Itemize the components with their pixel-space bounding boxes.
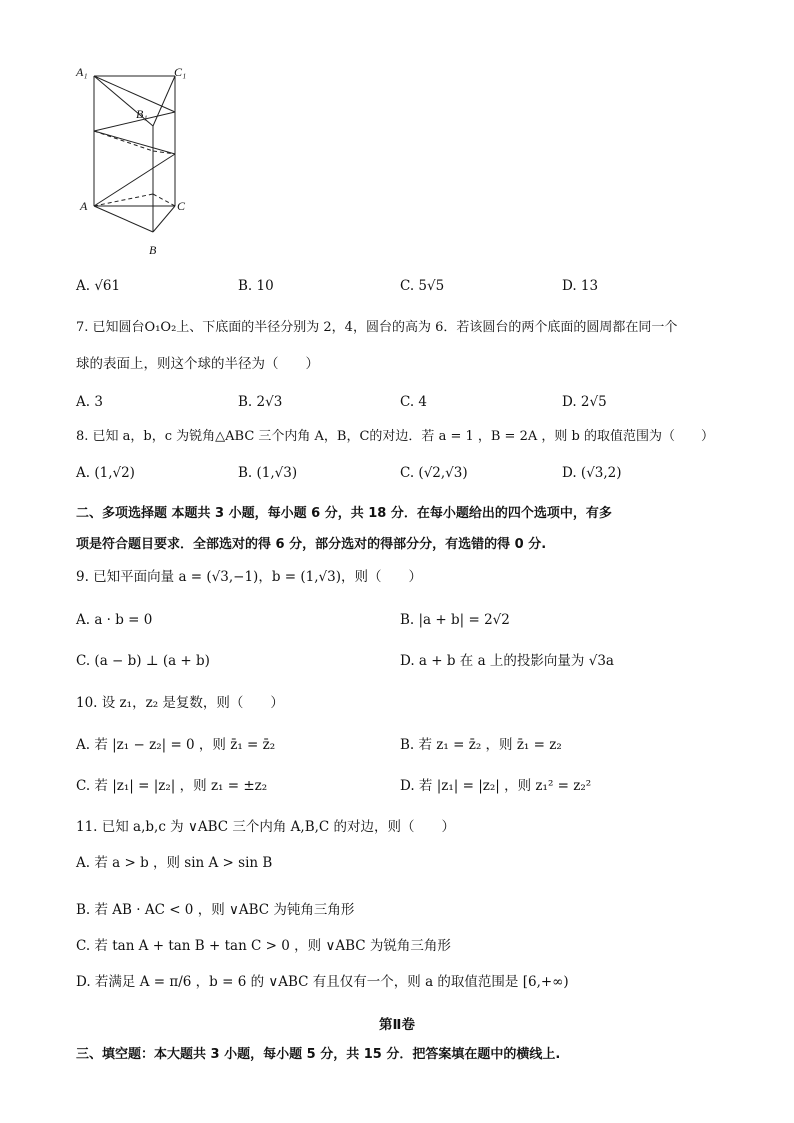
label-C1: C₁ — [174, 65, 187, 79]
q7-option-c: C. 4 — [400, 394, 428, 410]
path-segment-3 — [94, 131, 175, 154]
q10-option-c: C. 若 |z₁| = |z₂| ，则 z₁ = ±z₂ — [76, 778, 268, 794]
q7-stem-line1: 7. 已知圆台O₁O₂上、下底面的半径分别为 2，4，圆台的高为 6．若该圆台的两个底面的圆周都在同一个 — [76, 320, 678, 335]
section2-heading-line1: 二、多项选择题 本题共 3 小题，每小题 6 分，共 18 分．在每小题给出的四个选项中，有多 — [76, 506, 612, 521]
q9-option-b: B. |a + b| = 2√2 — [400, 612, 510, 628]
label-C: C — [177, 199, 186, 213]
q9-option-d: D. a + b 在 a 上的投影向量为 √3a — [400, 653, 614, 669]
q6-option-c: C. 5√5 — [400, 278, 445, 294]
q10-option-b: B. 若 z₁ = z̄₂ ，则 z̄₁ = z₂ — [400, 737, 562, 753]
edge-AB — [94, 206, 153, 232]
hidden-path-1 — [94, 131, 153, 151]
q11-option-d: D. 若满足 A = π/6 ，b = 6 的 ∨ABC 有且仅有一个，则 a 的取值范围是 [6,+∞) — [76, 974, 569, 990]
path-segment-2 — [94, 112, 175, 131]
q6-option-d: D. 13 — [562, 278, 599, 294]
label-A: A — [80, 199, 88, 213]
q8-option-c: C. (√2,√3) — [400, 465, 468, 481]
q9-option-a: A. a · b = 0 — [76, 612, 153, 628]
label-B1: B₁ — [136, 107, 148, 121]
q7-stem-line2: 球的表面上，则这个球的半径为（ ） — [76, 356, 319, 372]
label-A1: A₁ — [76, 65, 88, 79]
q11-option-a: A. 若 a > b ，则 sin A > sin B — [76, 855, 273, 871]
q9-stem: 9. 已知平面向量 a = (√3,−1)，b = (1,√3)，则（ ） — [76, 569, 422, 585]
q6-option-a: A. √61 — [76, 278, 121, 294]
path-segment-4 — [94, 154, 175, 206]
q7-option-a: A. 3 — [76, 394, 103, 410]
q8-option-a: A. (1,√2) — [76, 465, 135, 481]
path-segment-1 — [94, 76, 175, 112]
q11-option-c: C. 若 tan A + tan B + tan C > 0 ，则 ∨ABC 为锐角三角形 — [76, 938, 451, 954]
q8-option-b: B. (1,√3) — [238, 465, 298, 481]
label-B: B — [149, 243, 157, 257]
edge-BC — [153, 206, 175, 232]
section3-heading: 三、填空题：本大题共 3 小题，每小题 5 分，共 15 分．把答案填在题中的横线上. — [76, 1047, 561, 1062]
q7-option-d: D. 2√5 — [562, 394, 607, 410]
q10-option-a: A. 若 |z₁ − z₂| = 0 ，则 z̄₁ = z̄₂ — [76, 737, 276, 753]
edge-B1C1 — [153, 76, 175, 126]
q10-stem: 10. 设 z₁，z₂ 是复数，则（ ） — [76, 695, 284, 711]
q8-option-d: D. (√3,2) — [562, 465, 622, 481]
q11-stem: 11. 已知 a,b,c 为 ∨ABC 三个内角 A,B,C 的对边，则（ ） — [76, 819, 456, 835]
prism-figure — [70, 58, 210, 268]
q9-option-c: C. (a − b) ⊥ (a + b) — [76, 653, 210, 669]
q6-option-b: B. 10 — [238, 278, 274, 294]
hidden-path-4 — [153, 194, 175, 206]
section2-heading-line2: 项是符合题目要求．全部选对的得 6 分，部分选对的得部分分，有选错的得 0 分. — [76, 537, 547, 552]
q7-option-b: B. 2√3 — [238, 394, 283, 410]
q10-option-d: D. 若 |z₁| = |z₂| ，则 z₁² = z₂² — [400, 778, 592, 794]
volume-title: 第Ⅱ卷 — [379, 1017, 415, 1033]
q8-stem: 8. 已知 a，b，c 为锐角△ABC 三个内角 A，B，C的对边．若 a = 1 ，B = 2A ，则 b 的取值范围为（ ） — [76, 429, 714, 444]
q11-option-b: B. 若 AB · AC < 0 ，则 ∨ABC 为钝角三角形 — [76, 902, 355, 918]
